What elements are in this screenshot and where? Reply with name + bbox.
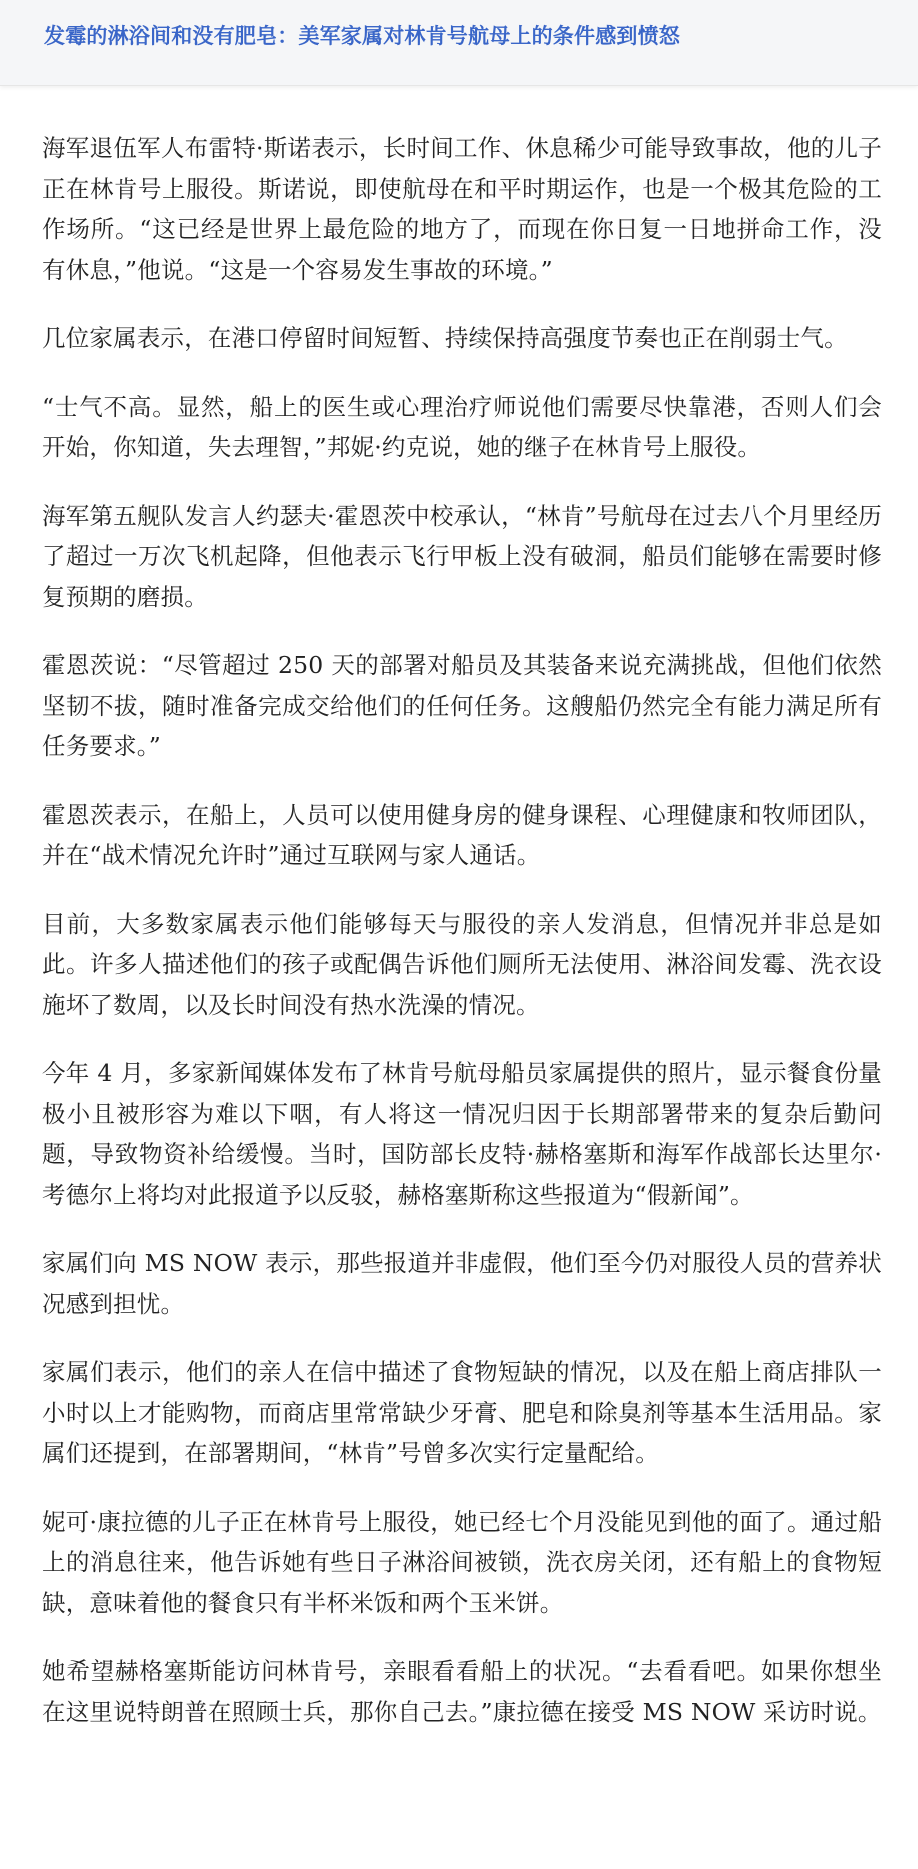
article-paragraph: 今年 4 月，多家新闻媒体发布了林肯号航母船员家属提供的照片，显示餐食份量极小且被形容为难以下咽，有人将这一情况归因于长期部署带来的复杂后勤问题，导致物资补给缓慢。当时，国防部长皮特·赫格塞斯和海军作战部长达里尔·考德尔上将均对此报道予以反驳，赫格塞斯称这些报道为“假新闻”。 bbox=[42, 1059, 882, 1209]
article-title-link[interactable]: 发霉的淋浴间和没有肥皂：美军家属对林肯号航母上的条件感到愤怒 bbox=[44, 24, 680, 48]
article-paragraph: 霍恩茨表示，在船上，人员可以使用健身房的健身课程、心理健康和牧师团队，并在“战术情况允许时”通过互联网与家人通话。 bbox=[42, 800, 882, 869]
article-paragraph: 海军退伍军人布雷特·斯诺表示，长时间工作、休息稀少可能导致事故，他的儿子正在林肯号上服役。斯诺说，即使航母在和平时期运作，也是一个极其危险的工作场所。“这已经是世界上最危险的地方了，而现在你日复一日地拼命工作，没有休息，”他说。“这是一个容易发生事故的环境。” bbox=[42, 134, 882, 284]
article-paragraph: 家属们表示，他们的亲人在信中描述了食物短缺的情况，以及在船上商店排队一小时以上才能购物，而商店里常常缺少牙膏、肥皂和除臭剂等基本生活用品。家属们还提到，在部署期间，“林肯”号曾多次实行定量配给。 bbox=[42, 1358, 882, 1467]
article-paragraph: 几位家属表示，在港口停留时间短暂、持续保持高强度节奏也正在削弱士气。 bbox=[42, 324, 848, 352]
article-header-bar bbox=[0, 0, 918, 86]
article-paragraph: 家属们向 MS NOW 表示，那些报道并非虚假，他们至今仍对服役人员的营养状况感到担忧。 bbox=[42, 1249, 882, 1318]
article-paragraph: 她希望赫格塞斯能访问林肯号，亲眼看看船上的状况。“去看看吧。如果你想坐在这里说特朗普在照顾士兵，那你自己去。”康拉德在接受 MS NOW 采访时说。 bbox=[42, 1657, 882, 1726]
article-paragraph: 目前，大多数家属表示他们能够每天与服役的亲人发消息，但情况并非总是如此。许多人描述他们的孩子或配偶告诉他们厕所无法使用、淋浴间发霉、洗衣设施坏了数周，以及长时间没有热水洗澡的情况。 bbox=[42, 909, 882, 1019]
article-paragraph: 海军第五舰队发言人约瑟夫·霍恩茨中校承认，“林肯”号航母在过去八个月里经历了超过一万次飞机起降，但他表示飞行甲板上没有破洞，船员们能够在需要时修复预期的磨损。 bbox=[42, 501, 882, 611]
article-paragraph: 霍恩茨说：“尽管超过 250 天的部署对船员及其装备来说充满挑战，但他们依然坚韧不拔，随时准备完成交给他们的任何任务。这艘船仍然完全有能力满足所有任务要求。” bbox=[42, 651, 882, 760]
article-body bbox=[42, 128, 882, 1760]
article-paragraph: 妮可·康拉德的儿子正在林肯号上服役，她已经七个月没能见到他的面了。通过船上的消息往来，他告诉她有些日子淋浴间被锁，洗衣房关闭，还有船上的食物短缺，意味着他的餐食只有半杯米饭和两个玉米饼。 bbox=[42, 1507, 882, 1617]
article-paragraph: “士气不高。显然，船上的医生或心理治疗师说他们需要尽快靠港，否则人们会开始，你知道，失去理智，”邦妮·约克说，她的继子在林肯号上服役。 bbox=[42, 392, 882, 461]
